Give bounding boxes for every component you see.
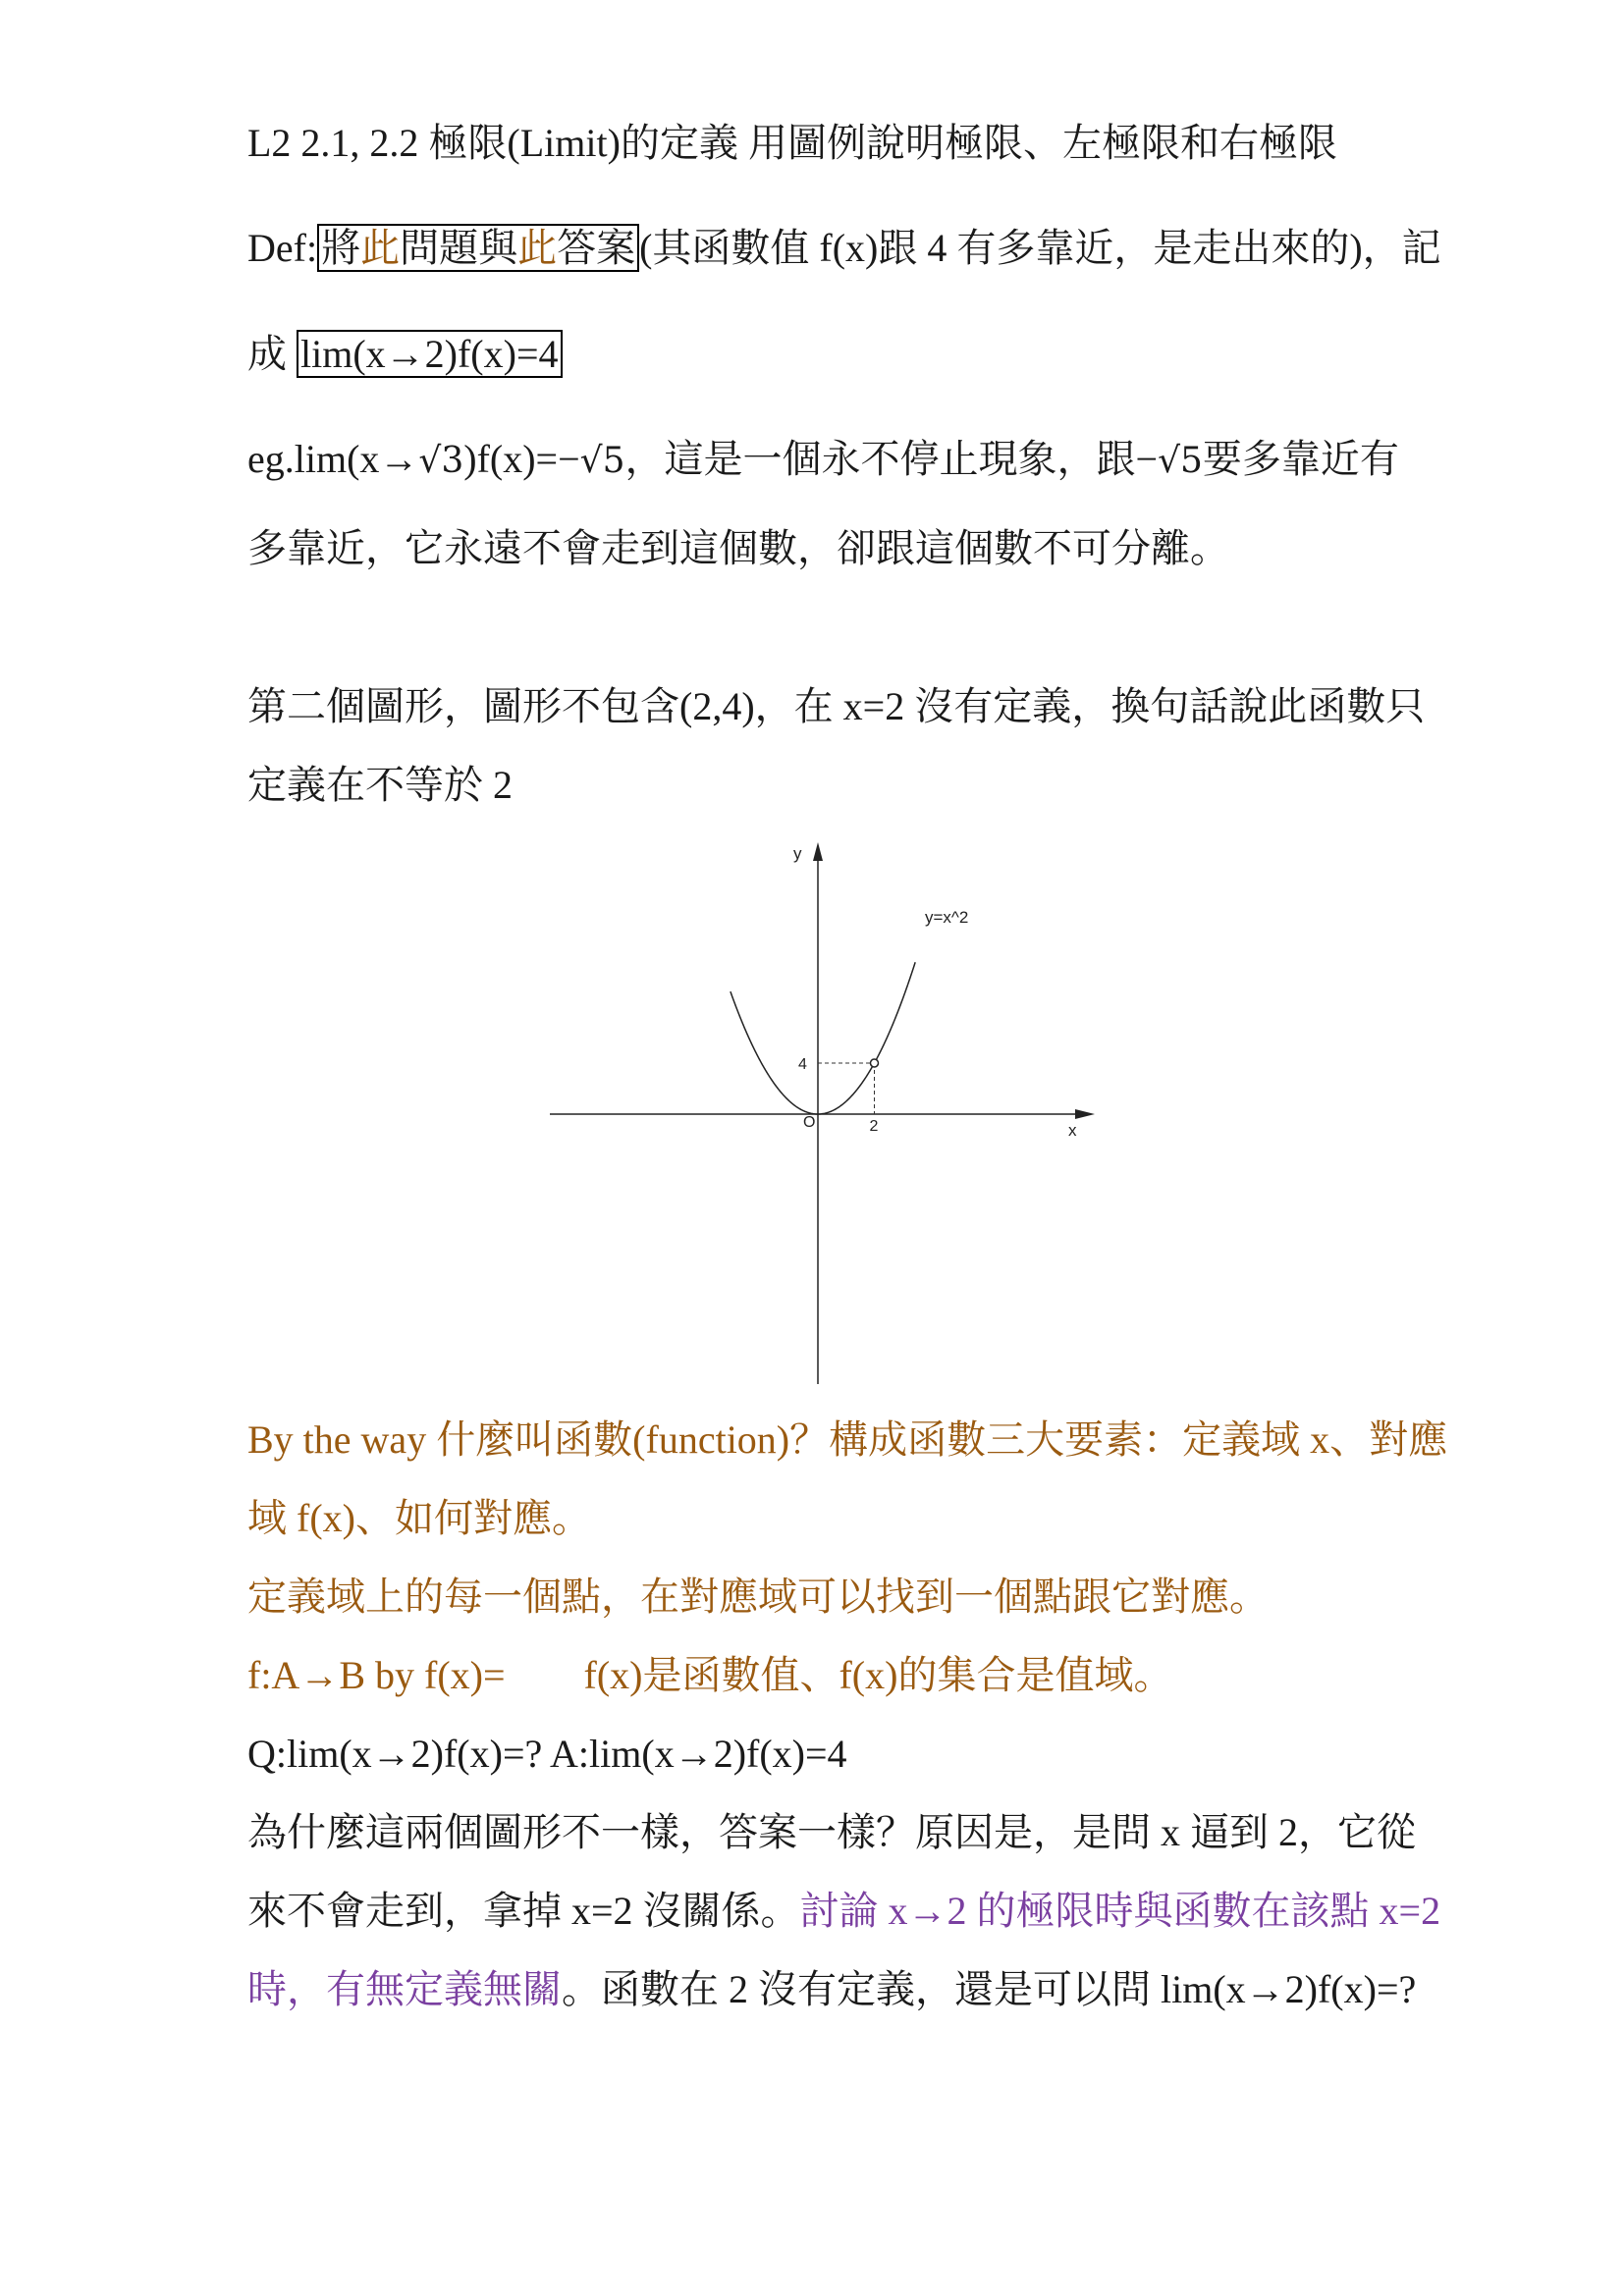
x-axis-arrow — [1075, 1109, 1095, 1119]
second-figure-line-2: 定義在不等於 2 — [247, 763, 513, 807]
example-text-a: eg.lim(x→ — [247, 437, 419, 481]
why-text-black-2: 。函數在 2 沒有定義，還是可以問 lim(x→2)f(x)=? — [562, 1967, 1417, 2011]
mapping-notation: f:A→B by f(x)= — [247, 1653, 506, 1697]
def-rest: (其函數值 f(x)跟 4 有多靠近，是走出來的)，記 — [639, 226, 1441, 270]
example-line-2: 多靠近，它永遠不會走到這個數，卻跟這個數不可分離。 — [247, 526, 1229, 570]
example-text-c: ，這是一個永不停止現象，跟− — [624, 437, 1159, 481]
def-box-text-2: 問題與 — [400, 226, 518, 270]
x-axis-label: x — [1068, 1121, 1077, 1140]
why-line-2 — [247, 1887, 1440, 1936]
function-def-line-3: 定義域上的每一個點，在對應域可以找到一個點跟它對應。 — [247, 1575, 1269, 1619]
def-boxed-phrase — [317, 224, 639, 272]
definition-line-1 — [247, 224, 1441, 273]
sqrt-5: √5 — [579, 441, 625, 481]
y-axis-label: y — [793, 844, 802, 863]
y-axis-arrow — [813, 842, 823, 861]
example-text-d: 要多靠近有 — [1202, 437, 1399, 481]
example-line-1 — [247, 435, 1399, 486]
parabola-curve-right-branch — [874, 962, 915, 1063]
parabola-curve-left-branch — [731, 991, 769, 1075]
curve-label: y=x^2 — [925, 908, 969, 927]
def-limit-box: lim(x→2)f(x)=4 — [297, 330, 563, 378]
sqrt-5-second: √5 — [1158, 441, 1203, 481]
why-line-3 — [247, 1965, 1416, 2014]
y-tick-label-4: 4 — [798, 1056, 807, 1073]
parabola-curve — [769, 1063, 875, 1114]
second-figure-line-1: 第二個圖形，圖形不包含(2,4)，在 x=2 沒有定義，換句話說此函數只 — [247, 684, 1426, 728]
sqrt-3: √3 — [418, 441, 464, 481]
x-tick-label-2: 2 — [869, 1118, 879, 1135]
function-def-line-4 — [247, 1651, 1172, 1700]
why-text-black: 來不會走到，拿掉 x=2 沒關係。 — [247, 1889, 800, 1933]
def-line2-prefix: 成 — [247, 332, 297, 376]
excluded-point-marker — [870, 1059, 878, 1067]
origin-label: O — [803, 1114, 816, 1131]
range-description: f(x)是函數值、f(x)的集合是值域。 — [583, 1653, 1173, 1697]
def-box-text-1: 將 — [321, 226, 361, 270]
def-box-this-2: 此 — [517, 226, 558, 270]
example-text-b: )f(x)=− — [463, 437, 580, 481]
why-text-purple: 討論 x→2 的極限時與函數在該點 x=2 — [799, 1889, 1441, 1933]
def-prefix: Def: — [247, 226, 318, 270]
def-box-text-3: 答案 — [557, 226, 636, 270]
why-line-1: 為什麼這兩個圖形不一樣，答案一樣？原因是，是問 x 逼到 2，它從 — [247, 1810, 1416, 1854]
parabola-graph — [540, 839, 1100, 1389]
why-text-purple-2: 時，有無定義無關 — [247, 1967, 562, 2011]
def-box-this-1: 此 — [360, 226, 401, 270]
question-answer-line: Q:lim(x→2)f(x)=? A:lim(x→2)f(x)=4 — [247, 1732, 847, 1776]
function-def-line-1: By the way 什麼叫函數(function)？構成函數三大要素：定義域 x、對應 — [247, 1417, 1448, 1462]
function-def-line-2: 域 f(x)、如何對應。 — [247, 1496, 591, 1540]
definition-line-2 — [247, 330, 563, 379]
page-heading: L2 2.1, 2.2 極限(Limit)的定義 用圖例說明極限、左極限和右極限 — [247, 121, 1337, 165]
